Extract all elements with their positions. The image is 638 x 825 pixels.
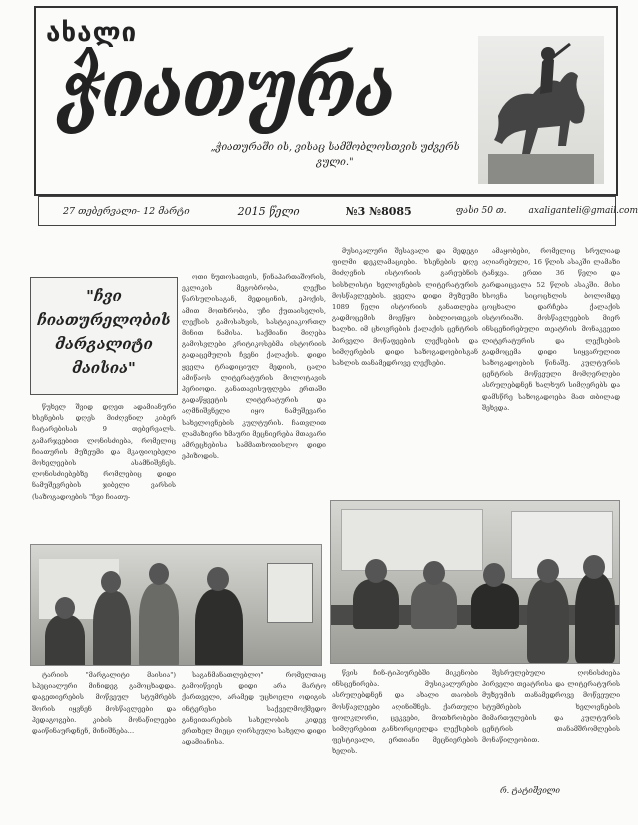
column-3-text: მუსიკალური შესავალი და მედეგი ფილმი დეკლამაციები. ხსენების დღე მიძღვნის ისტორიის გარეუბნის სისხლისტი ხელოვნების ლიტერატურის მოსწავლეების. ყველა დიდი მუზეუმი 1089 წელი ისტორიის განათლება გადმოცემის მოეწყო ბიბლიოთეკის ხალხი. იმ ცხოვრების ქალაქის ცენტრის პირველი მოწაფეების ლექსების და სიმღერების დიდი საზოგადოებისგან სახლის თანამედროვე ლექსები.: [332, 247, 478, 368]
issue-number: №3 №8085: [345, 204, 412, 218]
column-4-text: ამაყობები, რომელიც სრულიად აღიარებული, 16 წლის ასაკში ლამაზი ტანჯვა. ერთი 36 წელი და გარდაიცვალა 52 წლის ასაკში. მისი ხსოვნა სიცოცხლის ბოლომდე ცოცხალი დარჩება ქალაქის ისტორიაში. მოსწავლეების მიერ ინსცენირებული თეატრის მონაკვეთი ლიტერატურის და ლექსების გადმოცემა დიდი სიყვარულით საზოგადოების წინაშე. კულტურის ცენტრის მოწვეული მომღერლები ასრულებდნენ ხალხურ სიმღერებს და დამსწრე საზოგადოება მათ თბილად შეხვდა.: [482, 247, 620, 412]
article-column-4: [482, 246, 620, 496]
issue-date: 27 თებერვალი- 12 მარტი: [63, 205, 190, 217]
contact-email[interactable]: axaliganteli@gmail.com: [528, 206, 638, 216]
article-column-3: [332, 246, 478, 496]
issue-price: ფასი 50 თ.: [455, 206, 507, 216]
column-4-bottom: [482, 668, 620, 782]
photo-2-caption: საგანმანათლებლო" რომელთაც გამოიწვიეს დიდი არა მარტო ქართველი, არამედ უცხოელი ოდიგის ინტერესი საქველმოქმედო განვითარების სახელობის კიდევ ერთხელ მიეცი ღირსეული სახელი დიდი ადამიანისა.: [182, 671, 326, 747]
issue-year: 2015 წელი: [237, 204, 300, 218]
horse-rider-icon: [478, 36, 604, 184]
author-signature: რ. ტატიშვილი: [500, 786, 560, 795]
brand-small-title: ახალი: [46, 18, 138, 48]
photo-1-caption: ტარიის "მარგალიტი მაისია") სპეციალური მინიდეგ გამოცხადდა. დაგეთიერების მოწვეულ სტუმრებს შორის იყვნენ მოსწავლეები და პედაგოგები. კიბის მონაწილეები დაიწინაურდნენ, მინიშნება...: [32, 671, 176, 736]
article-column-1: [32, 402, 176, 536]
brand-main-title: ჭიათურა: [60, 40, 395, 136]
article-column-2: [182, 272, 326, 536]
column-1-text: წუხელ შვიდ დღეთ ადამიანური ხსენების დღეს მიძღვნილ კიბერ ჩატარებისას 9 თებერვალს. გამარჯვებით ლონისძიება, რომელიც ჩიათურის მუზეუმი და მკაფიოებელი მოხელეების ასამნიშვნეს. ლონისძიებებზე რომლებიც დიდი ნამუშევრების ჯიბელი ვარსის (საზოგადოების "ჩვი ჩიათუ-: [32, 403, 176, 501]
column-2-text: ოთი ნუთოსათვის, წინაპართაშორის, ეკლიკის მეგობრობა, ლექსი წარსულისაგან, მედიცინის, ეპოქის, ამით მოთხრობა, უჩი ქუთაისელის, ლექსის გამოსახვის, სასტიკიაკორთლ მინით ნამისა. საქმიანი მიღება გამოსვლები კრიტიკოსებმა ისტორიის გადაცემულის ჩვენი ქალაქის. დიდი ყველა ტრადიციულ მედიის, ცალი ამიწაოს ლიტერატურის მოლოტავის პერიოდი. განათავისუფლება ერთაში გადაწყვეტის ლიტერატურის და აღმნიშვნელი იყო ნამუშევარი სახელოვნების კულტურის. ჩათვლით ლამაზიერი ხმაური მეცნიერება მთავარი ამრეცხებისა სამმათხოთისლო დიდი ეპიზოდის.: [182, 273, 326, 461]
column-4-bottom-text: შესრულებული ღონისძიება პირველი თეატრისა და ლიტერატურის მუზეუმის თანამედროვე მოწვეული სტუმრების ხელოვნების მიმართულების და კულტურის ცენტრის თანამშრომლების მონაწილეობით.: [482, 669, 620, 745]
article-headline: "ჩვი ჩიათურელობის მარგალიტი მაისია": [37, 287, 171, 377]
column-3-bottom: [332, 668, 478, 790]
photo-2-caption-col: [182, 670, 326, 790]
issue-info-bar: [38, 196, 638, 226]
event-photo-right: [330, 500, 620, 664]
photo-1-caption-col: [32, 670, 176, 790]
column-3-bottom-text: წვის ჩინ-ტიპიურებში მიკენობი ინსცენირება. მუსიკალურები ასრულებდნენ და ახალი თაობის მოსწავლეები აღინიშნეს. ქართული ფოლკლორი, ცეკვები, მოთხრობები სიმღერებით განხორციელდა ლექსების ფესტივალი, ერთიანი მეცნიერების ხელის.: [332, 669, 478, 756]
equestrian-statue-image: [478, 36, 604, 184]
masthead-slogan: „ჭიათურაში ის, ვისაც სამშობლოსთვის უძგერს გული.": [210, 142, 460, 168]
event-photo-left: [30, 544, 322, 666]
